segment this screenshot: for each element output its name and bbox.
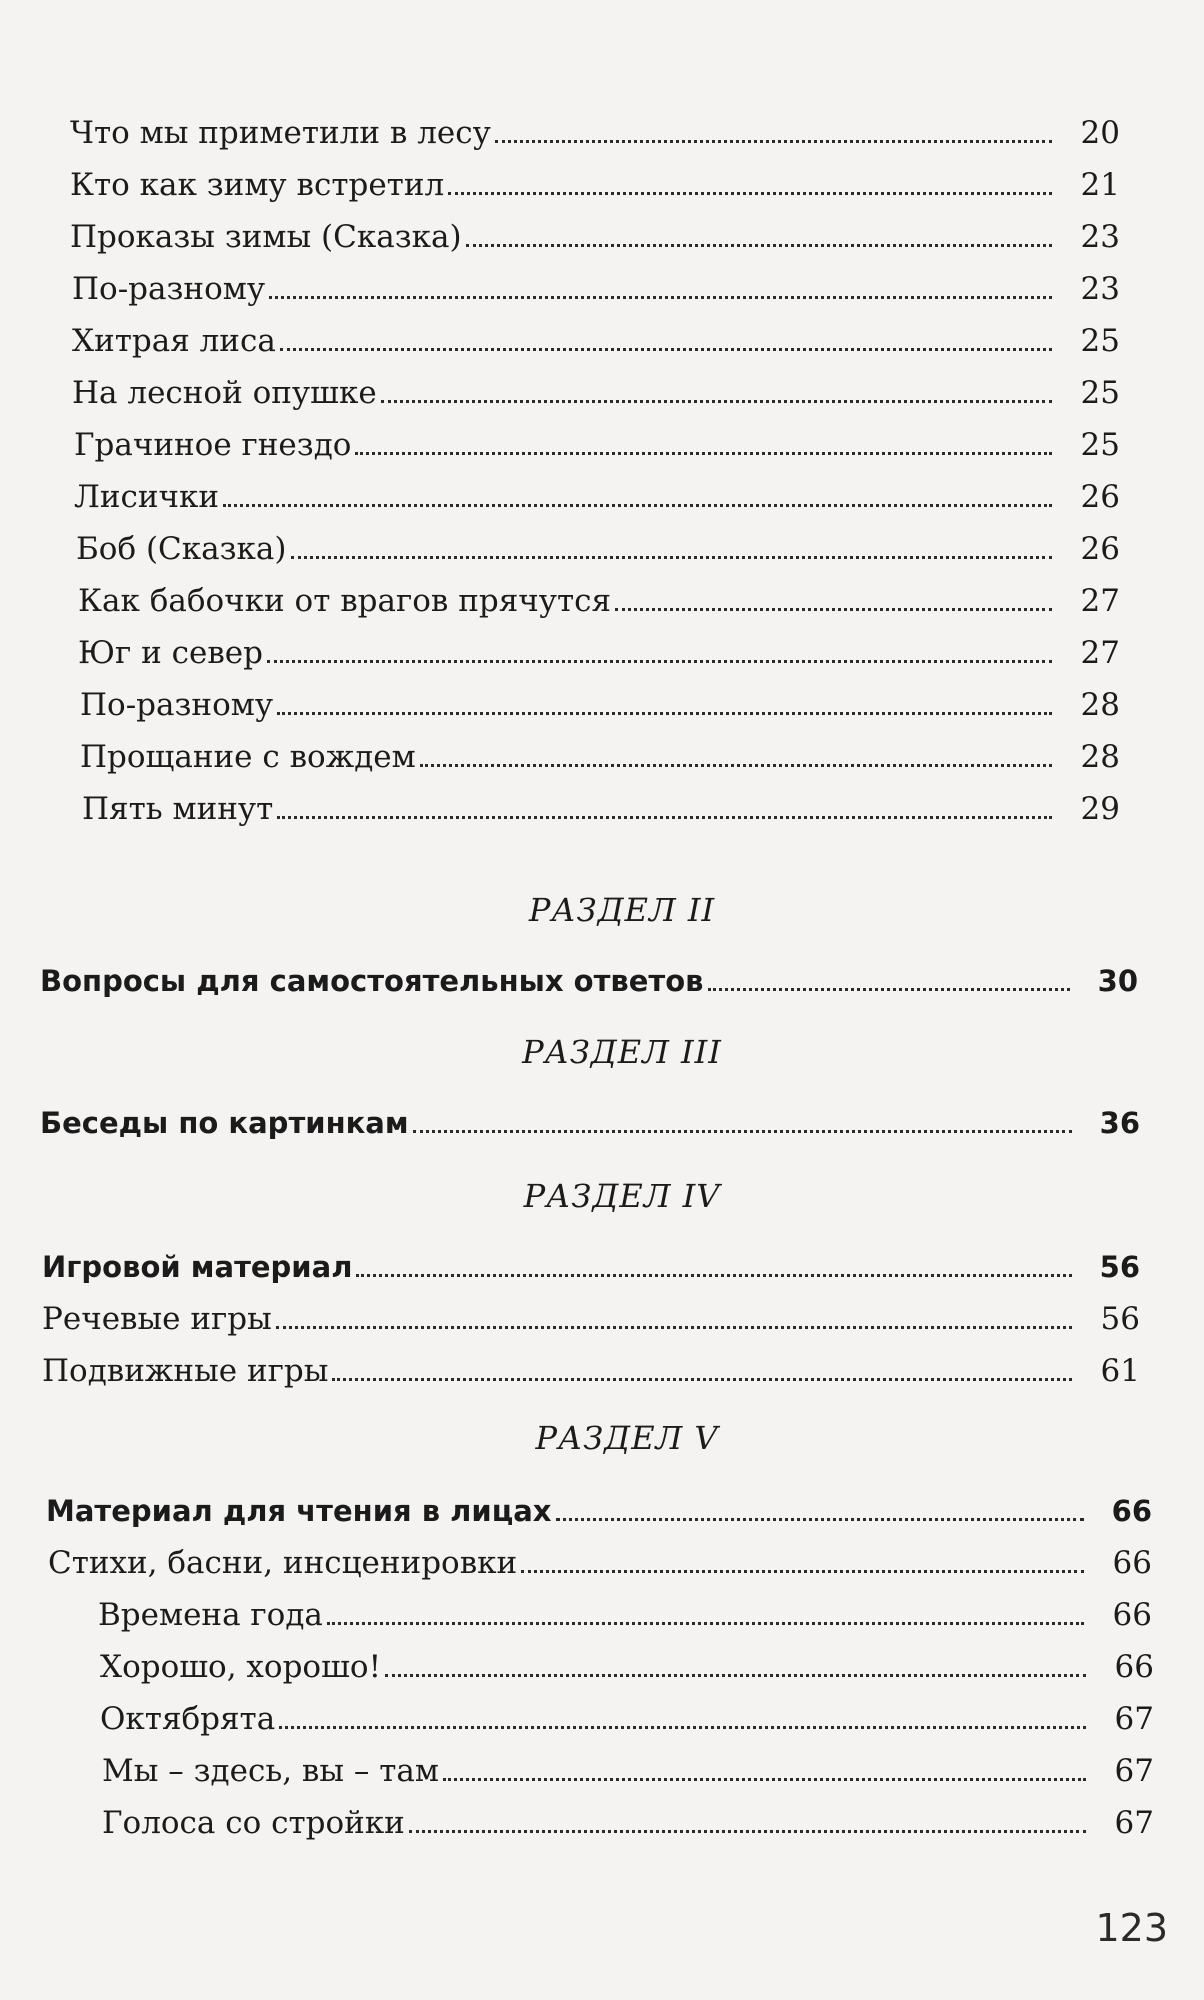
toc-entry-page: 25 — [1080, 323, 1120, 359]
dot-leader — [521, 1570, 1084, 1573]
toc-entry-page: 26 — [1080, 531, 1120, 567]
toc-entry — [82, 776, 1120, 828]
dot-leader — [291, 556, 1053, 559]
toc-entry-title: Юг и север — [78, 635, 263, 671]
toc-entry-page: 23 — [1080, 271, 1120, 307]
dot-leader — [615, 608, 1052, 611]
toc-entry-title: На лесной опушке — [72, 375, 377, 411]
toc-entry-title: Пять минут — [82, 791, 274, 827]
dot-leader — [277, 712, 1052, 715]
section-heading: РАЗДЕЛ IV — [523, 1177, 721, 1215]
toc-entry-title: Грачиное гнездо — [74, 427, 352, 463]
toc-entry — [46, 1478, 1152, 1530]
toc-entry-page: 56 — [1100, 1301, 1140, 1337]
toc-entry-title: По-разному — [72, 271, 266, 307]
toc-entry-title: Хитрая лиса — [72, 323, 276, 359]
dot-leader — [413, 1130, 1072, 1133]
toc-entry-page: 30 — [1097, 964, 1138, 998]
toc-entry-page: 66 — [1111, 1494, 1152, 1528]
toc-entry — [40, 948, 1138, 1000]
dot-leader — [276, 1326, 1072, 1329]
toc-entry-title: Лисички — [74, 479, 220, 515]
toc-entry — [72, 308, 1120, 360]
toc-entry — [102, 1790, 1154, 1842]
toc-entry-title: Проказы зимы (Сказка) — [70, 219, 462, 255]
toc-entry-title: Игровой материал — [42, 1250, 353, 1284]
toc-entry — [42, 1234, 1140, 1286]
dot-leader — [466, 244, 1052, 247]
toc-entry — [70, 204, 1120, 256]
toc-entry — [98, 1582, 1152, 1634]
toc-entry — [80, 672, 1120, 724]
toc-entry-page: 66 — [1112, 1545, 1152, 1581]
toc-entry-title: Подвижные игры — [42, 1353, 329, 1389]
toc-entry-title: Мы – здесь, вы – там — [102, 1753, 439, 1789]
dot-leader — [355, 452, 1052, 455]
toc-entry — [80, 724, 1120, 776]
toc-entry — [40, 1090, 1140, 1142]
toc-entry-title: Октябрята — [100, 1701, 276, 1737]
toc-entry-title: Прощание с вождем — [80, 739, 416, 775]
toc-entry — [42, 1338, 1140, 1390]
page-number: 123 — [1095, 1906, 1168, 1950]
dot-leader — [448, 192, 1052, 195]
toc-entry-page: 67 — [1114, 1805, 1154, 1841]
dot-leader — [327, 1622, 1084, 1625]
toc-entry-page: 28 — [1080, 687, 1120, 723]
toc-entry-page: 20 — [1080, 115, 1120, 151]
toc-entry-page: 27 — [1080, 635, 1120, 671]
dot-leader — [223, 504, 1052, 507]
dot-leader — [277, 816, 1052, 819]
toc-entry-page: 25 — [1080, 427, 1120, 463]
toc-entry-page: 21 — [1080, 167, 1120, 203]
toc-entry-page: 61 — [1100, 1353, 1140, 1389]
section-heading: РАЗДЕЛ III — [522, 1033, 722, 1071]
dot-leader — [409, 1830, 1086, 1833]
toc-entry — [74, 412, 1120, 464]
toc-entry-title: Стихи, басни, инсценировки — [48, 1545, 518, 1581]
dot-leader — [356, 1274, 1072, 1277]
toc-entry-title: По-разному — [80, 687, 274, 723]
toc-entry-page: 67 — [1114, 1701, 1154, 1737]
toc-entry-title: Что мы приметили в лесу — [70, 115, 491, 151]
dot-leader — [708, 988, 1070, 991]
toc-entry-page: 67 — [1114, 1753, 1154, 1789]
toc-entry-title: Кто как зиму встретил — [70, 167, 445, 203]
toc-entry — [48, 1530, 1152, 1582]
toc-entry-page: 23 — [1080, 219, 1120, 255]
toc-entry-page: 66 — [1112, 1597, 1152, 1633]
toc-entry — [74, 464, 1120, 516]
toc-entry — [72, 256, 1120, 308]
toc-entry — [76, 516, 1120, 568]
toc-entry — [42, 1286, 1140, 1338]
dot-leader — [279, 1726, 1086, 1729]
toc-entry-title: Вопросы для самостоятельных ответов — [40, 964, 704, 998]
dot-leader — [381, 400, 1052, 403]
dot-leader — [556, 1518, 1084, 1521]
toc-entry-title: Боб (Сказка) — [76, 531, 287, 567]
toc-entry-title: Речевые игры — [42, 1301, 272, 1337]
dot-leader — [385, 1674, 1086, 1677]
dot-leader — [269, 296, 1052, 299]
toc-entry — [78, 620, 1120, 672]
dot-leader — [280, 348, 1052, 351]
toc-entry-page: 56 — [1099, 1250, 1140, 1284]
toc-entry — [70, 152, 1120, 204]
section-heading: РАЗДЕЛ V — [535, 1419, 719, 1457]
toc-entry-title: Как бабочки от врагов прячутся — [78, 583, 612, 619]
dot-leader — [495, 140, 1052, 143]
toc-entry-title: Беседы по картинкам — [40, 1106, 409, 1140]
toc-entry — [78, 568, 1120, 620]
dot-leader — [443, 1778, 1086, 1781]
toc-entry — [70, 100, 1120, 152]
dot-leader — [332, 1378, 1072, 1381]
toc-entry-page: 28 — [1080, 739, 1120, 775]
toc-entry-page: 27 — [1080, 583, 1120, 619]
toc-entry — [100, 1686, 1154, 1738]
toc-entry-page: 29 — [1080, 791, 1120, 827]
toc-entry-page: 26 — [1080, 479, 1120, 515]
toc-entry-title: Хорошо, хорошо! — [100, 1649, 382, 1685]
toc-entry-title: Голоса со стройки — [102, 1805, 405, 1841]
toc-entry-page: 25 — [1080, 375, 1120, 411]
toc-entry — [102, 1738, 1154, 1790]
toc-entry — [72, 360, 1120, 412]
toc-entry-title: Времена года — [98, 1597, 323, 1633]
toc-entry — [100, 1634, 1154, 1686]
dot-leader — [420, 764, 1052, 767]
section-heading: РАЗДЕЛ II — [528, 891, 716, 929]
dot-leader — [267, 660, 1052, 663]
toc-entry-page: 66 — [1114, 1649, 1154, 1685]
toc-entry-page: 36 — [1099, 1106, 1140, 1140]
toc-entry-title: Материал для чтения в лицах — [46, 1494, 552, 1528]
